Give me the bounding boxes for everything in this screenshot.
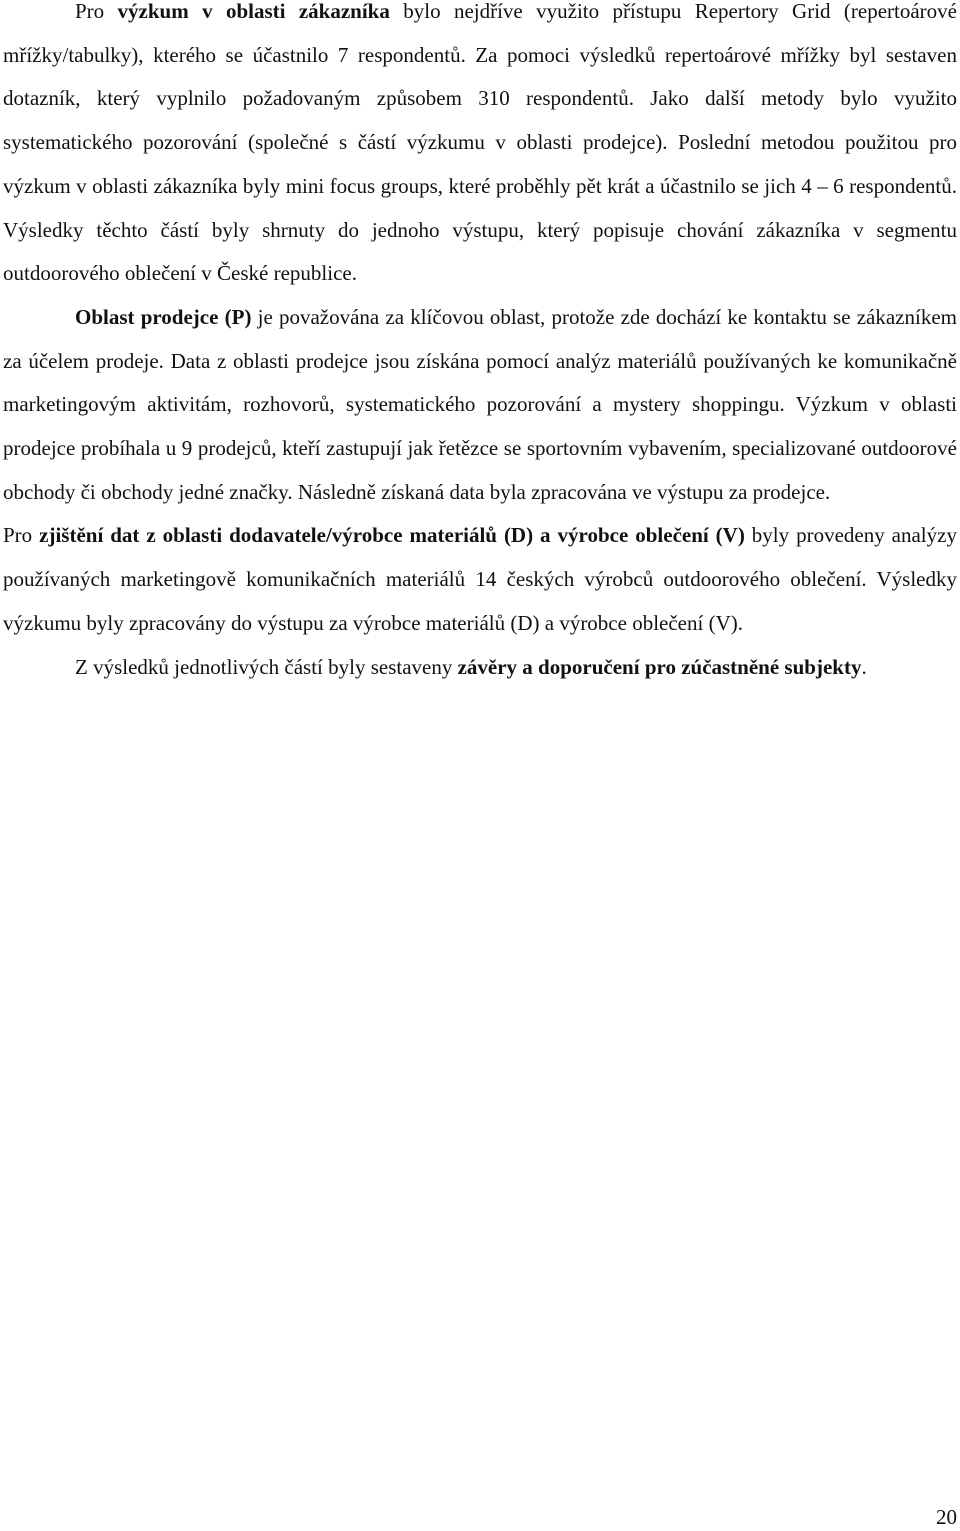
text-segment: Pro bbox=[75, 0, 118, 23]
text-segment: bylo nejdříve využito přístupu Repertory Grid (repertoárové mřížky/tabulky), kterého se účastnilo 7 respondentů. Za pomoci výsledků repertoárové mřížky byl sestaven dotazník, který vyplnilo požadovaným způsobem 310 respondentů. Jako další metody bylo využito systematického pozorování (společné s částí výzkumu v oblasti prodejce). Poslední metodou použitou pro výzkum v oblasti zákazníka byly mini focus groups, které proběhly pět krát a účastnilo se jich 4 – 6 respondentů. Výsledky těchto částí byly shrnuty do jednoho výstupu, který popisuje chování zákazníka v segmentu outdoorového oblečení v České republice. bbox=[3, 0, 957, 286]
text-segment: je považována za klíčovou oblast, protože zde dochází ke kontaktu se zákazníkem za účelem prodeje. Data z oblasti prodejce jsou získána pomocí analýz materiálů používaných ke komunikačně marketingovým aktivitám, rozhovorů, systematického pozorování a mystery shoppingu. Výzkum v oblasti prodejce probíhala u 9 prodejců, kteří zastupují jak řetězce se sportovním vybavením, specializované outdoorové obchody či obchody jedné značky. Následně získaná data byla zpracována ve výstupu za prodejce. bbox=[3, 304, 957, 504]
bold-text-segment: Oblast prodejce (P) bbox=[75, 304, 252, 329]
bold-text-segment: zjištění dat z oblasti dodavatele/výrobce materiálů (D) a výrobce oblečení (V) bbox=[39, 523, 745, 548]
paragraph-conclusions bbox=[3, 646, 957, 690]
paragraph-retailer-research bbox=[3, 296, 957, 515]
text-segment: byly provedeny analýzy používaných marketingově komunikačních materiálů 14 českých výrobců outdoorového oblečení. Výsledky výzkumu byly zpracovány do výstupu za výrobce materiálů (D) a výrobce oblečení (V). bbox=[3, 523, 957, 635]
bold-text-segment: výzkum v oblasti zákazníka bbox=[117, 0, 390, 23]
bold-text-segment: závěry a doporučení pro zúčastněné subjekty bbox=[457, 654, 862, 679]
document-body bbox=[3, 0, 957, 689]
text-segment: Z výsledků jednotlivých částí byly sestaveny bbox=[75, 654, 458, 679]
text-segment: Pro bbox=[3, 523, 40, 548]
text-segment: . bbox=[861, 654, 867, 679]
paragraph-manufacturer-research bbox=[3, 514, 957, 645]
page-number: 20 bbox=[936, 1505, 957, 1529]
paragraph-customer-research bbox=[3, 0, 957, 296]
